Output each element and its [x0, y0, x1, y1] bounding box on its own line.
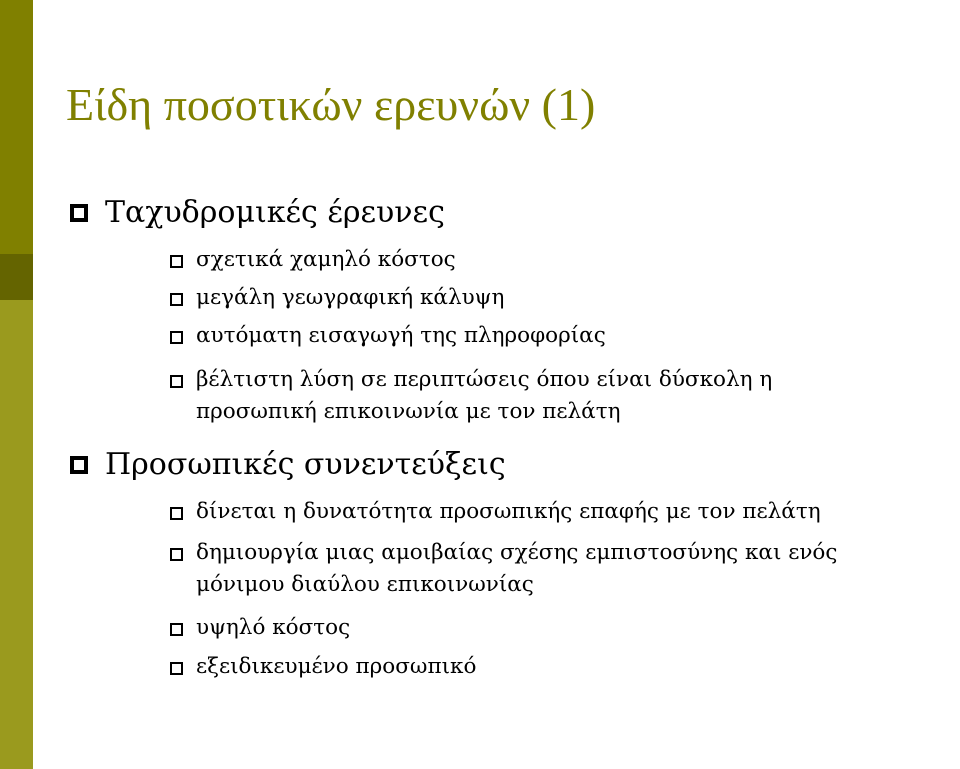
- section-heading-text: Προσωπικές συνεντεύξεις: [105, 447, 506, 482]
- list-item-line: βέλτιστη λύση σε περιπτώσεις όπου είναι δύσκολη η: [196, 367, 773, 392]
- list-item-text: αυτόματη εισαγωγή της πληροφορίας: [196, 323, 606, 348]
- list-item: [170, 364, 772, 428]
- list-item-line: μόνιμου διαύλου επικοινωνίας: [196, 572, 534, 597]
- list-item-line: προσωπική επικοινωνία με τον πελάτη: [196, 399, 621, 424]
- square-bullet-icon: [170, 662, 183, 675]
- sidebar-accent-bar: [0, 0, 33, 769]
- square-bullet-icon: [70, 456, 88, 474]
- list-item: [170, 496, 821, 528]
- list-item: [170, 282, 504, 314]
- list-item: [170, 320, 606, 352]
- slide-title: Είδη ποσοτικών ερευνών (1): [66, 79, 596, 130]
- square-bullet-icon: [170, 331, 183, 344]
- list-item: [170, 651, 476, 683]
- square-bullet-icon: [170, 293, 183, 306]
- square-bullet-icon: [170, 623, 183, 636]
- list-item-text: εξειδικευμένο προσωπικό: [196, 654, 477, 679]
- list-item-text: [196, 364, 772, 428]
- list-item-text: δίνεται η δυνατότητα προσωπικής επαφής με τον πελάτη: [196, 499, 821, 524]
- section-heading-postal-surveys: [70, 195, 445, 231]
- list-item: [170, 244, 456, 276]
- list-item: [170, 612, 350, 644]
- list-item-text: μεγάλη γεωγραφική κάλυψη: [196, 285, 505, 310]
- square-bullet-icon: [170, 375, 183, 388]
- square-bullet-icon: [70, 204, 88, 222]
- square-bullet-icon: [170, 507, 183, 520]
- list-item-text: σχετικά χαμηλό κόστος: [196, 247, 456, 272]
- section-heading-text: Ταχυδρομικές έρευνες: [105, 195, 445, 230]
- list-item: [170, 537, 837, 601]
- list-item-text: [196, 537, 837, 601]
- square-bullet-icon: [170, 255, 183, 268]
- square-bullet-icon: [170, 548, 183, 561]
- list-item-line: δημιουργία μιας αμοιβαίας σχέσης εμπιστοσύνης και ενός: [196, 540, 838, 565]
- section-heading-personal-interviews: [70, 447, 506, 483]
- list-item-text: υψηλό κόστος: [196, 615, 351, 640]
